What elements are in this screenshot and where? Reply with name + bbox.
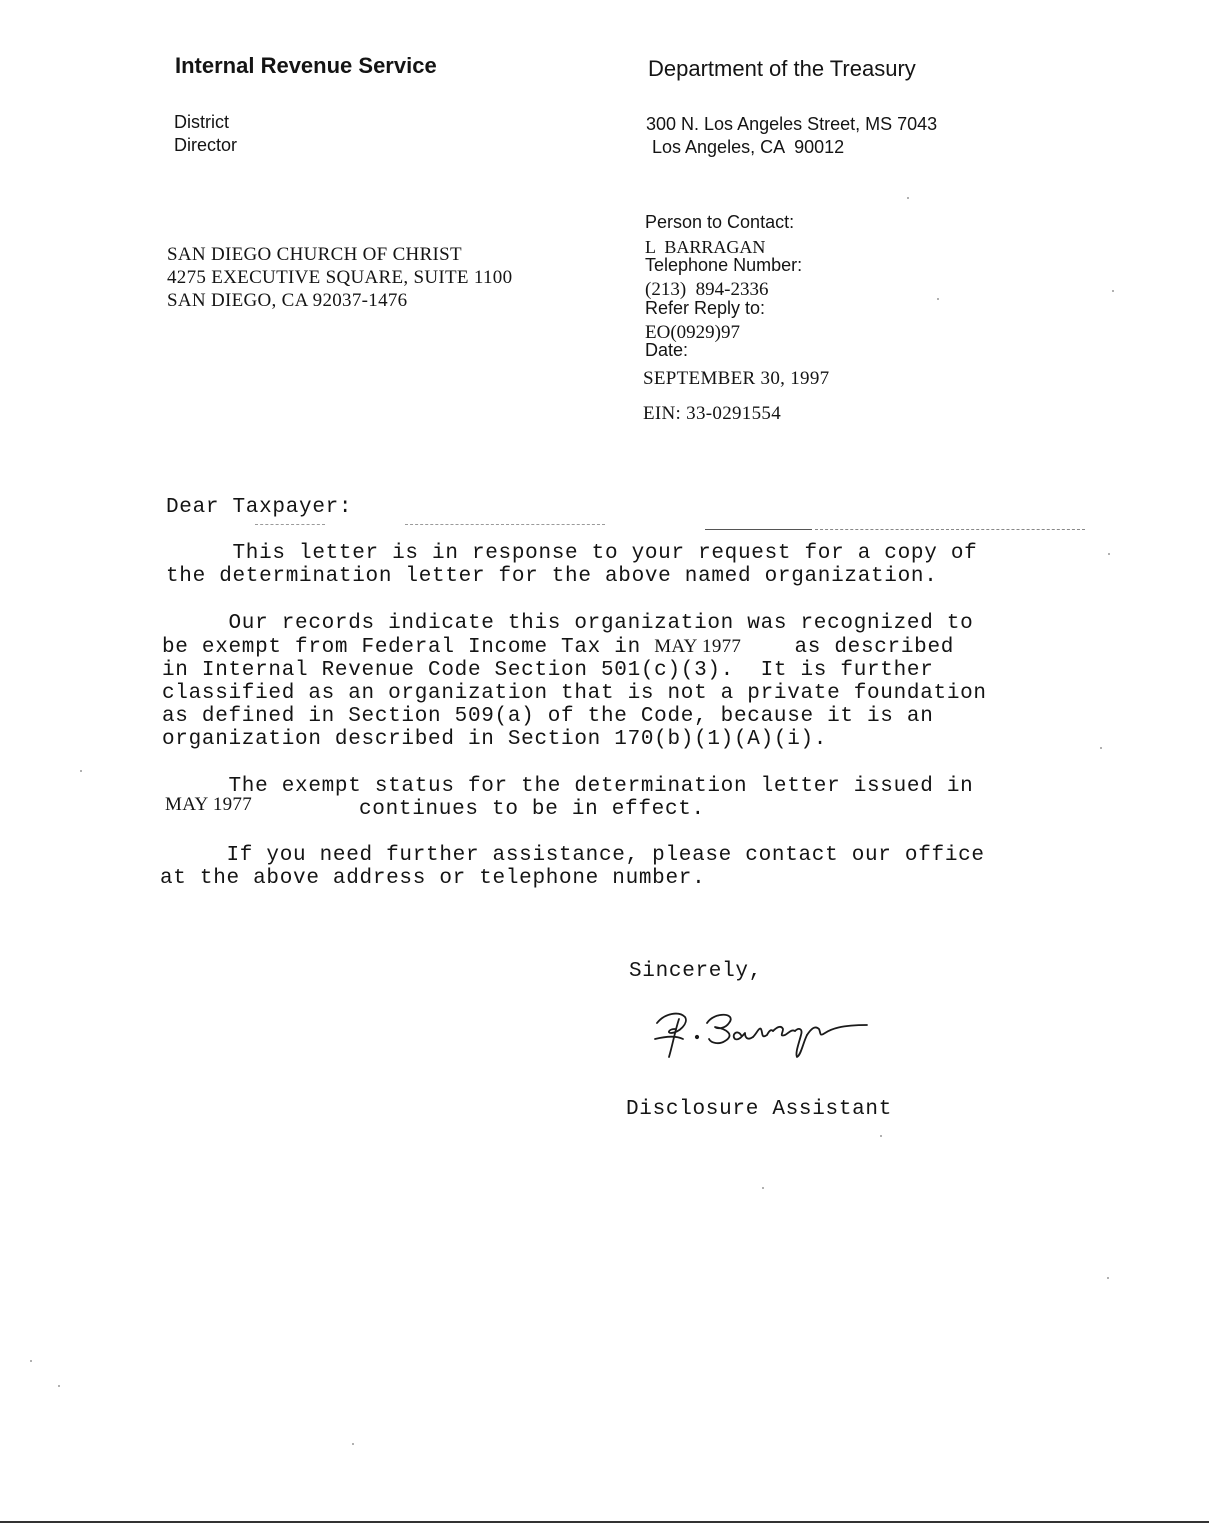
scan-speck [1100,747,1102,749]
paragraph-status-line: continues to be in effect. [359,798,705,821]
paragraph-line: classified as an organization that is not a private foundation [162,682,987,705]
telephone-value: (213) 894-2336 [645,279,769,300]
paragraph-line: Our records indicate this organization was recognized to [162,612,974,635]
paragraph-request [166,542,977,588]
page-bottom-edge [0,1521,1209,1523]
signature-image [645,1003,885,1065]
scan-speck [1108,553,1110,555]
recipient-line: SAN DIEGO CHURCH OF CHRIST [167,244,462,265]
scan-speck [1107,1277,1109,1279]
valediction: Sincerely, [629,960,763,983]
scan-speck [762,1187,764,1189]
scan-speck [937,298,939,300]
refer-reply-value: EO(0929)97 [645,322,740,343]
telephone-label: Telephone Number: [645,255,803,275]
paragraph-status-line: The exempt status for the determination letter issued in [162,775,974,798]
scan-artifact-line [705,529,812,530]
recipient-line: SAN DIEGO, CA 92037-1476 [167,290,408,311]
address-line: 300 N. Los Angeles Street, MS 7043 [646,114,938,134]
contact-person-value: L BARRAGAN [645,237,766,257]
signer-title: Disclosure Assistant [626,1098,893,1121]
date-value: SEPTEMBER 30, 1997 [643,368,830,389]
office-line: Director [174,135,238,155]
scan-speck [1112,290,1114,292]
scan-speck [352,1443,354,1445]
scan-speck [880,1135,882,1137]
paragraph-line: the determination letter for the above named organization. [166,565,938,588]
contact-person-label: Person to Contact: [645,212,795,232]
scan-speck [30,1360,32,1362]
paragraph-assistance [160,844,985,890]
paragraph-line: in Internal Revenue Code Section 501(c)(3). It is further [162,659,934,682]
scan-artifact-line [405,524,605,525]
office-title [174,111,237,157]
address-line: Los Angeles, CA 90012 [652,137,845,157]
office-line: District [174,112,229,132]
paragraph-line [162,635,987,659]
scan-artifact-line [815,529,1085,530]
exemption-date: MAY 1977 [654,636,742,657]
recipient-address [167,243,512,312]
scan-artifact-line [255,524,325,525]
paragraph-line: This letter is in response to your request for a copy of [166,542,978,565]
salutation: Dear Taxpayer: [166,496,353,519]
paragraph-records [162,612,987,751]
paragraph-line: organization described in Section 170(b)(1)(A)(i). [162,728,828,751]
paragraph-line: If you need further assistance, please contact our office [160,844,985,867]
date-label: Date: [645,340,689,360]
paragraph-fragment: as described [741,636,955,659]
department-name: Department of the Treasury [648,56,916,81]
paragraph-line: as defined in Section 509(a) of the Code, because it is an [162,705,934,728]
irs-address [646,113,937,159]
ein-value: EIN: 33-0291554 [643,403,782,424]
scan-speck [907,197,909,199]
refer-reply-label: Refer Reply to: [645,298,766,318]
scan-speck [80,770,82,772]
scan-speck [58,1385,60,1387]
status-date: MAY 1977 [165,794,253,815]
agency-name: Internal Revenue Service [175,53,437,78]
paragraph-line: at the above address or telephone number. [160,867,706,890]
paragraph-fragment: be exempt from Federal Income Tax in [162,636,655,659]
recipient-line: 4275 EXECUTIVE SQUARE, SUITE 1100 [167,267,513,288]
